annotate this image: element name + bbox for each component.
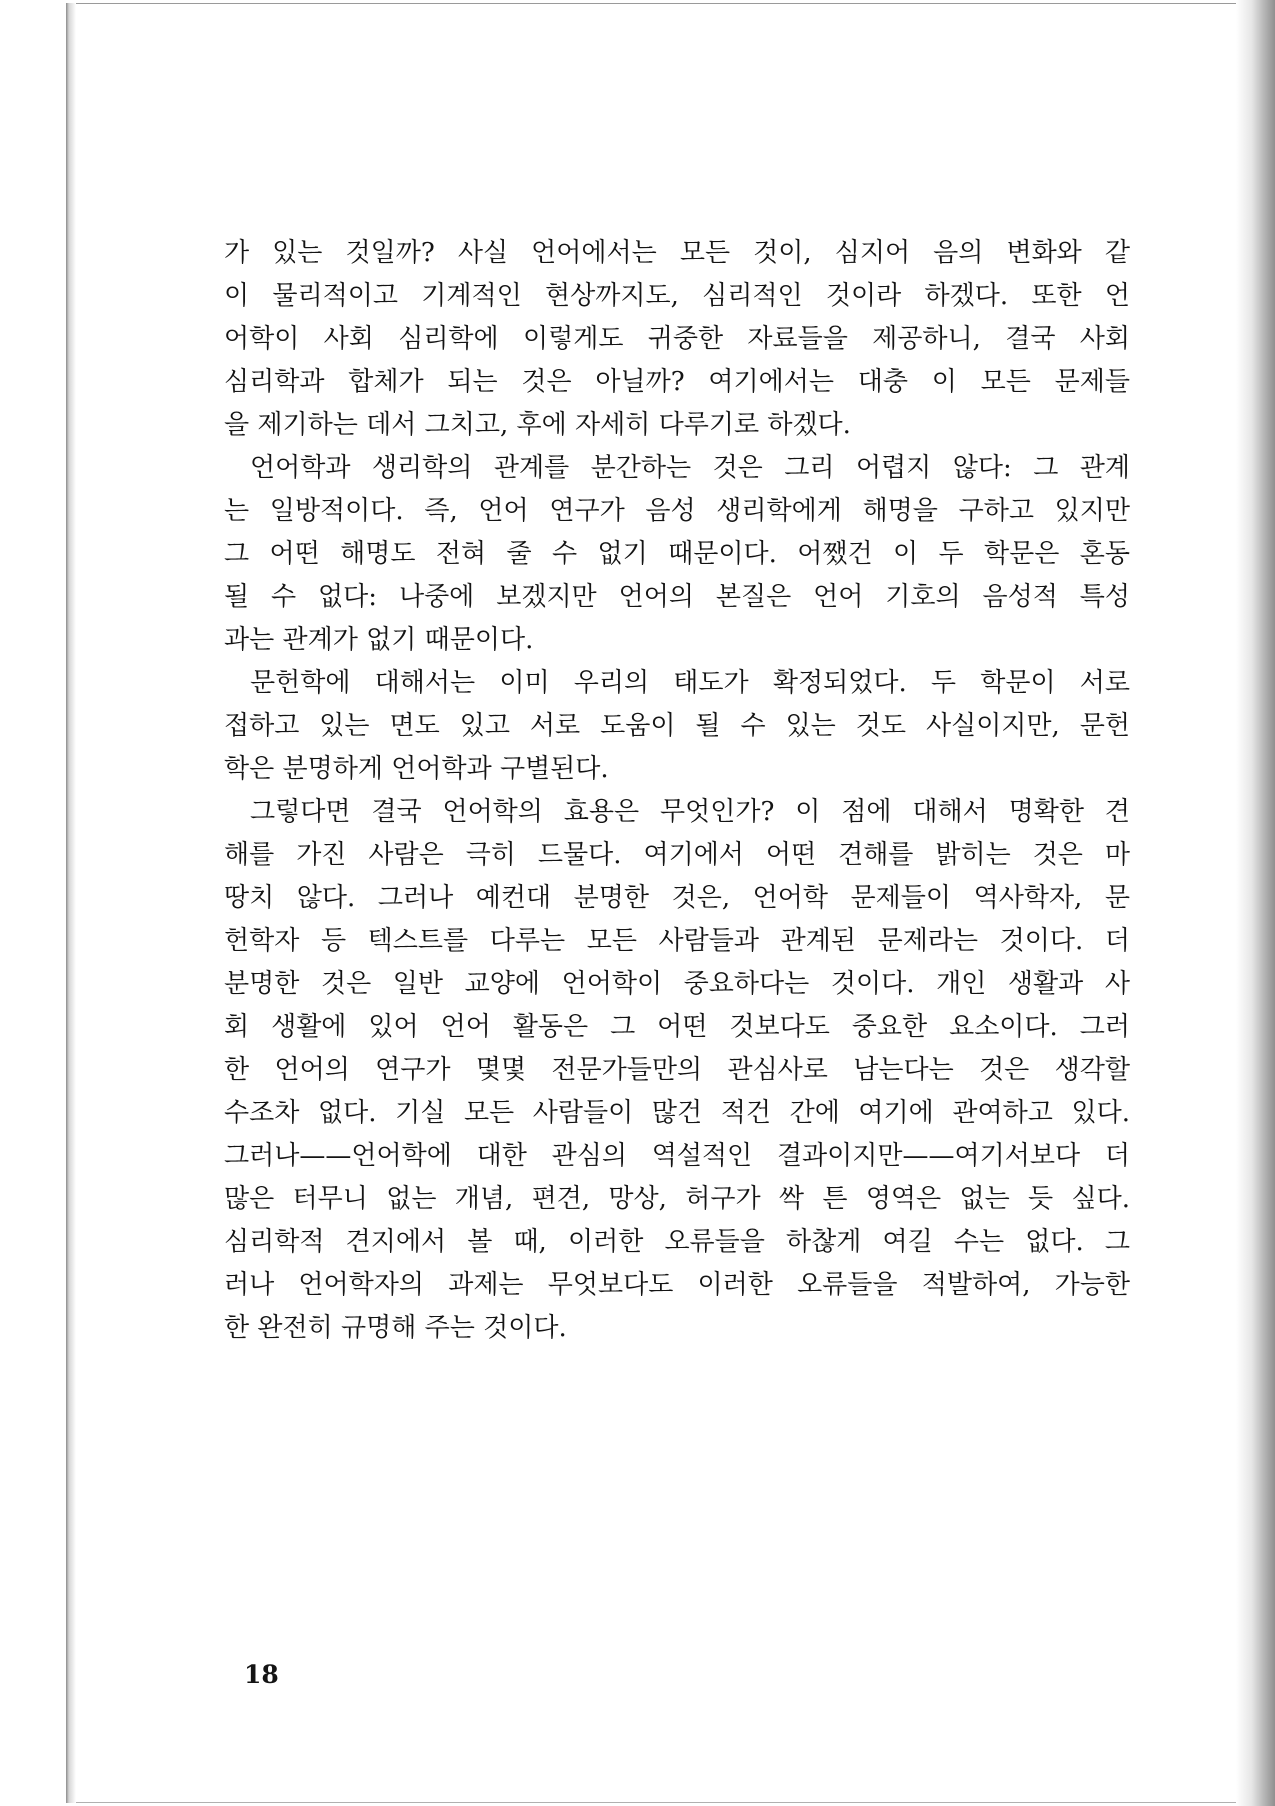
text-line: 가 있는 것일까? 사실 언어에서는 모든 것이, 심지어 음의 변화와 같	[224, 238, 1130, 268]
text-line: 접하고 있는 면도 있고 서로 도움이 될 수 있는 것도 사실이지만, 문헌	[224, 711, 1130, 741]
page-number: 18	[244, 1660, 279, 1689]
text-line: 분명한 것은 일반 교양에 언어학이 중요하다는 것이다. 개인 생활과 사	[224, 969, 1130, 999]
text-line: 해를 가진 사람은 극히 드물다. 여기에서 어떤 견해를 밝히는 것은 마	[224, 840, 1130, 870]
body-text	[224, 232, 1130, 1350]
page-right-shadow	[1236, 0, 1275, 1806]
text-line: 학은 분명하게 언어학과 구별된다.	[224, 754, 609, 784]
text-line: 문헌학에 대해서는 이미 우리의 태도가 확정되었다. 두 학문이 서로	[250, 668, 1130, 698]
text-line: 어학이 사회 심리학에 이렇게도 귀중한 자료들을 제공하니, 결국 사회	[224, 324, 1130, 354]
text-line: 그러나——언어학에 대한 관심의 역설적인 결과이지만——여기서보다 더	[224, 1141, 1130, 1171]
text-line: 될 수 없다: 나중에 보겠지만 언어의 본질은 언어 기호의 음성적 특성	[224, 582, 1130, 612]
text-line: 한 완전히 규명해 주는 것이다.	[224, 1313, 567, 1343]
text-line: 이 물리적이고 기계적인 현상까지도, 심리적인 것이라 하겠다. 또한 언	[224, 281, 1130, 311]
text-line: 그렇다면 결국 언어학의 효용은 무엇인가? 이 점에 대해서 명확한 견	[250, 797, 1130, 827]
text-line: 많은 터무니 없는 개념, 편견, 망상, 허구가 싹 튼 영역은 없는 듯 싶다.	[224, 1184, 1130, 1214]
text-line: 땅치 않다. 그러나 예컨대 분명한 것은, 언어학 문제들이 역사학자, 문	[224, 883, 1130, 913]
page-left-shadow	[66, 3, 76, 1803]
text-line: 한 언어의 연구가 몇몇 전문가들만의 관심사로 남는다는 것은 생각할	[224, 1055, 1130, 1085]
text-line: 심리학과 합체가 되는 것은 아닐까? 여기에서는 대충 이 모든 문제들	[224, 367, 1130, 397]
text-line: 과는 관계가 없기 때문이다.	[224, 625, 534, 655]
text-line: 수조차 없다. 기실 모든 사람들이 많건 적건 간에 여기에 관여하고 있다.	[224, 1098, 1130, 1128]
text-line: 그 어떤 해명도 전혀 줄 수 없기 때문이다. 어쨌건 이 두 학문은 혼동	[224, 539, 1130, 569]
text-line: 을 제기하는 데서 그치고, 후에 자세히 다루기로 하겠다.	[224, 410, 851, 440]
text-line: 는 일방적이다. 즉, 언어 연구가 음성 생리학에게 해명을 구하고 있지만	[224, 496, 1130, 526]
text-line: 언어학과 생리학의 관계를 분간하는 것은 그리 어렵지 않다: 그 관계	[250, 453, 1130, 483]
text-line: 회 생활에 있어 언어 활동은 그 어떤 것보다도 중요한 요소이다. 그러	[224, 1012, 1130, 1042]
text-line: 헌학자 등 텍스트를 다루는 모든 사람들과 관계된 문제라는 것이다. 더	[224, 926, 1130, 956]
text-line: 러나 언어학자의 과제는 무엇보다도 이러한 오류들을 적발하여, 가능한	[224, 1270, 1130, 1300]
text-line: 심리학적 견지에서 볼 때, 이러한 오류들을 하찮게 여길 수는 없다. 그	[224, 1227, 1130, 1257]
